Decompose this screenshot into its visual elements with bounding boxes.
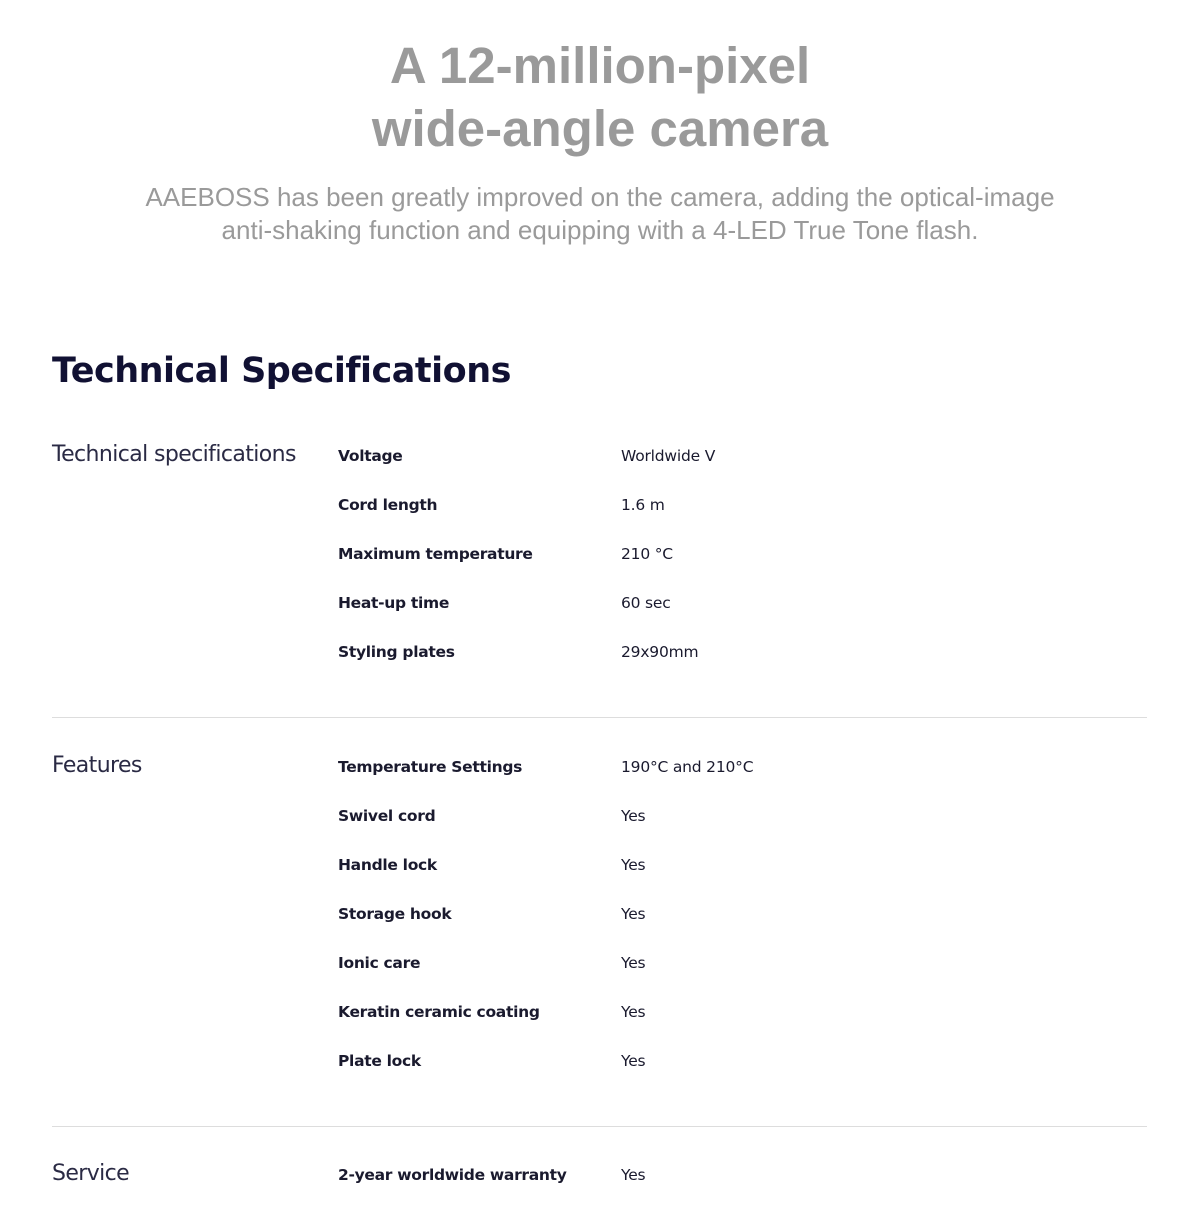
spec-value: 190°C and 210°C xyxy=(621,758,754,776)
spec-value: Yes xyxy=(621,1003,646,1021)
spec-key: Cord length xyxy=(338,496,438,514)
spec-list xyxy=(338,751,1138,1094)
spec-row xyxy=(338,1045,1138,1094)
section-divider xyxy=(52,717,1147,718)
section-label: Service xyxy=(52,1161,130,1186)
section-label: Technical specifications xyxy=(52,442,296,467)
spec-key: Maximum temperature xyxy=(338,545,533,563)
spec-key: Voltage xyxy=(338,447,403,465)
spec-row xyxy=(338,849,1138,898)
spec-value: Worldwide V xyxy=(621,447,716,465)
hero-subtitle-line-2: anti-shaking function and equipping with a 4-LED True Tone flash. xyxy=(221,215,979,245)
spec-row xyxy=(338,636,1138,685)
spec-key: Swivel cord xyxy=(338,807,436,825)
spec-key: Storage hook xyxy=(338,905,452,923)
hero-title-line-2: wide-angle camera xyxy=(371,100,829,157)
spec-key: 2-year worldwide warranty xyxy=(338,1166,567,1184)
spec-row xyxy=(338,751,1138,800)
spec-row xyxy=(338,440,1138,489)
hero-title xyxy=(0,34,1200,160)
spec-value: Yes xyxy=(621,1166,646,1184)
spec-key: Keratin ceramic coating xyxy=(338,1003,540,1021)
spec-list xyxy=(338,440,1138,685)
spec-row xyxy=(338,898,1138,947)
spec-key: Plate lock xyxy=(338,1052,421,1070)
spec-value: Yes xyxy=(621,905,646,923)
spec-value: 1.6 m xyxy=(621,496,665,514)
section-label: Features xyxy=(52,753,142,778)
spec-value: 210 °C xyxy=(621,545,673,563)
spec-row xyxy=(338,947,1138,996)
hero-subtitle xyxy=(0,181,1200,247)
spec-value: 60 sec xyxy=(621,594,671,612)
spec-row xyxy=(338,489,1138,538)
section-divider xyxy=(52,1126,1147,1127)
spec-value: Yes xyxy=(621,856,646,874)
spec-key: Styling plates xyxy=(338,643,455,661)
spec-row xyxy=(338,1159,1138,1208)
spec-key: Handle lock xyxy=(338,856,437,874)
spec-key: Temperature Settings xyxy=(338,758,523,776)
spec-key: Heat-up time xyxy=(338,594,450,612)
spec-row xyxy=(338,800,1138,849)
spec-value: Yes xyxy=(621,807,646,825)
hero-title-line-1: A 12-million-pixel xyxy=(389,37,811,94)
spec-value: Yes xyxy=(621,1052,646,1070)
spec-value: Yes xyxy=(621,954,646,972)
hero-subtitle-line-1: AAEBOSS has been greatly improved on the camera, adding the optical-image xyxy=(145,182,1055,212)
spec-value: 29x90mm xyxy=(621,643,699,661)
spec-list xyxy=(338,1159,1138,1208)
spec-key: Ionic care xyxy=(338,954,421,972)
spec-row xyxy=(338,996,1138,1045)
specs-heading: Technical Specifications xyxy=(52,351,511,391)
spec-row xyxy=(338,587,1138,636)
spec-row xyxy=(338,538,1138,587)
